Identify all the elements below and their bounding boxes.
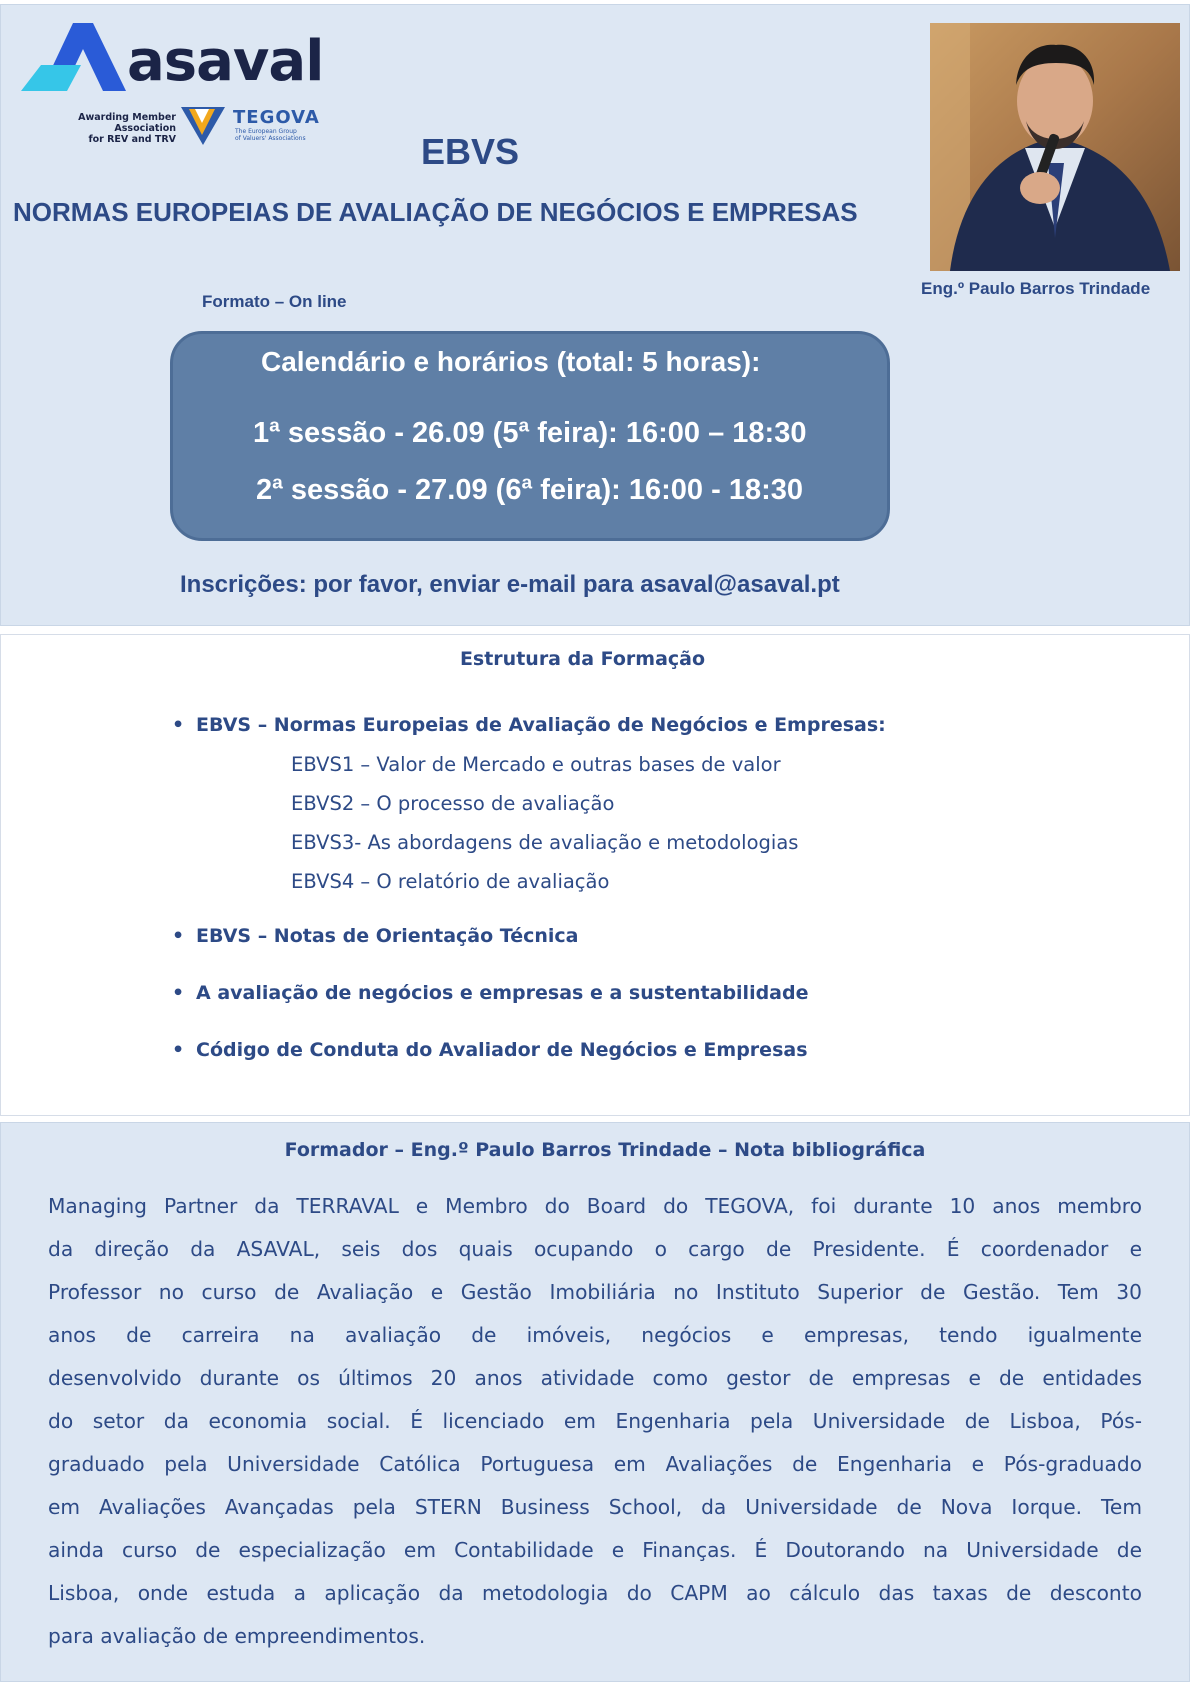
bio-line: ainda curso de especialização em Contabilidade e Finanças. É Doutorando na Universidade de bbox=[48, 1538, 1142, 1562]
asaval-logo-text: asaval bbox=[127, 29, 324, 94]
asaval-logo-mark bbox=[21, 21, 131, 101]
bullet-icon: • bbox=[172, 714, 185, 736]
bio-line: graduado pela Universidade Católica Portuguesa em Avaliações de Engenharia e Pós-graduado bbox=[48, 1452, 1142, 1476]
calendar-title: Calendário e horários (total: 5 horas): bbox=[261, 346, 761, 377]
asaval-logo bbox=[21, 19, 324, 149]
sub-list-item: EBVS2 – O processo de avaliação bbox=[291, 792, 615, 815]
structure-title: Estrutura da Formação bbox=[459, 648, 706, 670]
trainer-photo bbox=[930, 23, 1180, 271]
bio-title: Formador – Eng.º Paulo Barros Trindade – Nota bibliográfica bbox=[284, 1139, 926, 1161]
bio-line: para avaliação de empreendimentos. bbox=[48, 1624, 426, 1648]
bio-line: anos de carreira na avaliação de imóveis, negócios e empresas, tendo igualmente bbox=[48, 1323, 1142, 1347]
page-title: NORMAS EUROPEIAS DE AVALIAÇÃO DE NEGÓCIOS E EMPRESAS bbox=[13, 197, 858, 227]
list-item: • Código de Conduta do Avaliador de Negócios e Empresas bbox=[172, 1039, 808, 1061]
calendar-box bbox=[170, 331, 890, 541]
sub-list-item: EBVS4 – O relatório de avaliação bbox=[291, 870, 610, 893]
tegova-logo-mark bbox=[181, 107, 225, 145]
awarding-text: Awarding Member Association for REV and TRV bbox=[78, 112, 176, 145]
bio-line: do setor da economia social. É licenciado em Engenharia pela Universidade de Lisboa, Pós- bbox=[48, 1409, 1142, 1433]
trainer-photo-caption: Eng.º Paulo Barros Trindade bbox=[921, 279, 1151, 298]
bio-line: desenvolvido durante os últimos 20 anos atividade como gestor de empresas e de entidades bbox=[48, 1366, 1142, 1390]
ebvs-heading: EBVS bbox=[421, 131, 520, 172]
list-item: • A avaliação de negócios e empresas e a sustentabilidade bbox=[172, 982, 809, 1004]
bullet-icon: • bbox=[172, 982, 185, 1004]
bullet-icon: • bbox=[172, 1039, 185, 1061]
sub-list-item: EBVS1 – Valor de Mercado e outras bases de valor bbox=[291, 753, 781, 776]
tegova-subtitle: The European Group of Valuers' Associations bbox=[235, 128, 306, 142]
bullet-icon: • bbox=[172, 925, 185, 947]
sub-list-item: EBVS3- As abordagens de avaliação e metodologias bbox=[291, 831, 799, 854]
list-item: • EBVS – Notas de Orientação Técnica bbox=[172, 925, 579, 947]
bio-line: Professor no curso de Avaliação e Gestão Imobiliária no Instituto Superior de Gestão. Tem 30 bbox=[48, 1280, 1142, 1304]
bio-line: Managing Partner da TERRAVAL e Membro do Board do TEGOVA, foi durante 10 anos membro bbox=[48, 1194, 1142, 1218]
list-item: • EBVS – Normas Europeias de Avaliação de Negócios e Empresas: bbox=[172, 714, 886, 736]
format-label: Formato – On line bbox=[202, 292, 347, 311]
bio-line: em Avaliações Avançadas pela STERN Business School, da Universidade de Nova Iorque. Tem bbox=[48, 1495, 1142, 1519]
bio-line: da direção da ASAVAL, seis dos quais ocupando o cargo de Presidente. É coordenador e bbox=[48, 1237, 1142, 1261]
bio-line: Lisboa, onde estuda a aplicação da metodologia do CAPM ao cálculo das taxas de desconto bbox=[48, 1581, 1142, 1605]
registration-text: Inscrições: por favor, enviar e-mail para asaval@asaval.pt bbox=[180, 571, 840, 598]
tegova-logo-text: TEGOVA bbox=[233, 107, 320, 128]
session-1: 1ª sessão - 26.09 (5ª feira): 16:00 – 18:30 bbox=[253, 417, 807, 449]
header-panel bbox=[0, 4, 1190, 626]
session-2: 2ª sessão - 27.09 (6ª feira): 16:00 - 18:30 bbox=[256, 474, 803, 506]
